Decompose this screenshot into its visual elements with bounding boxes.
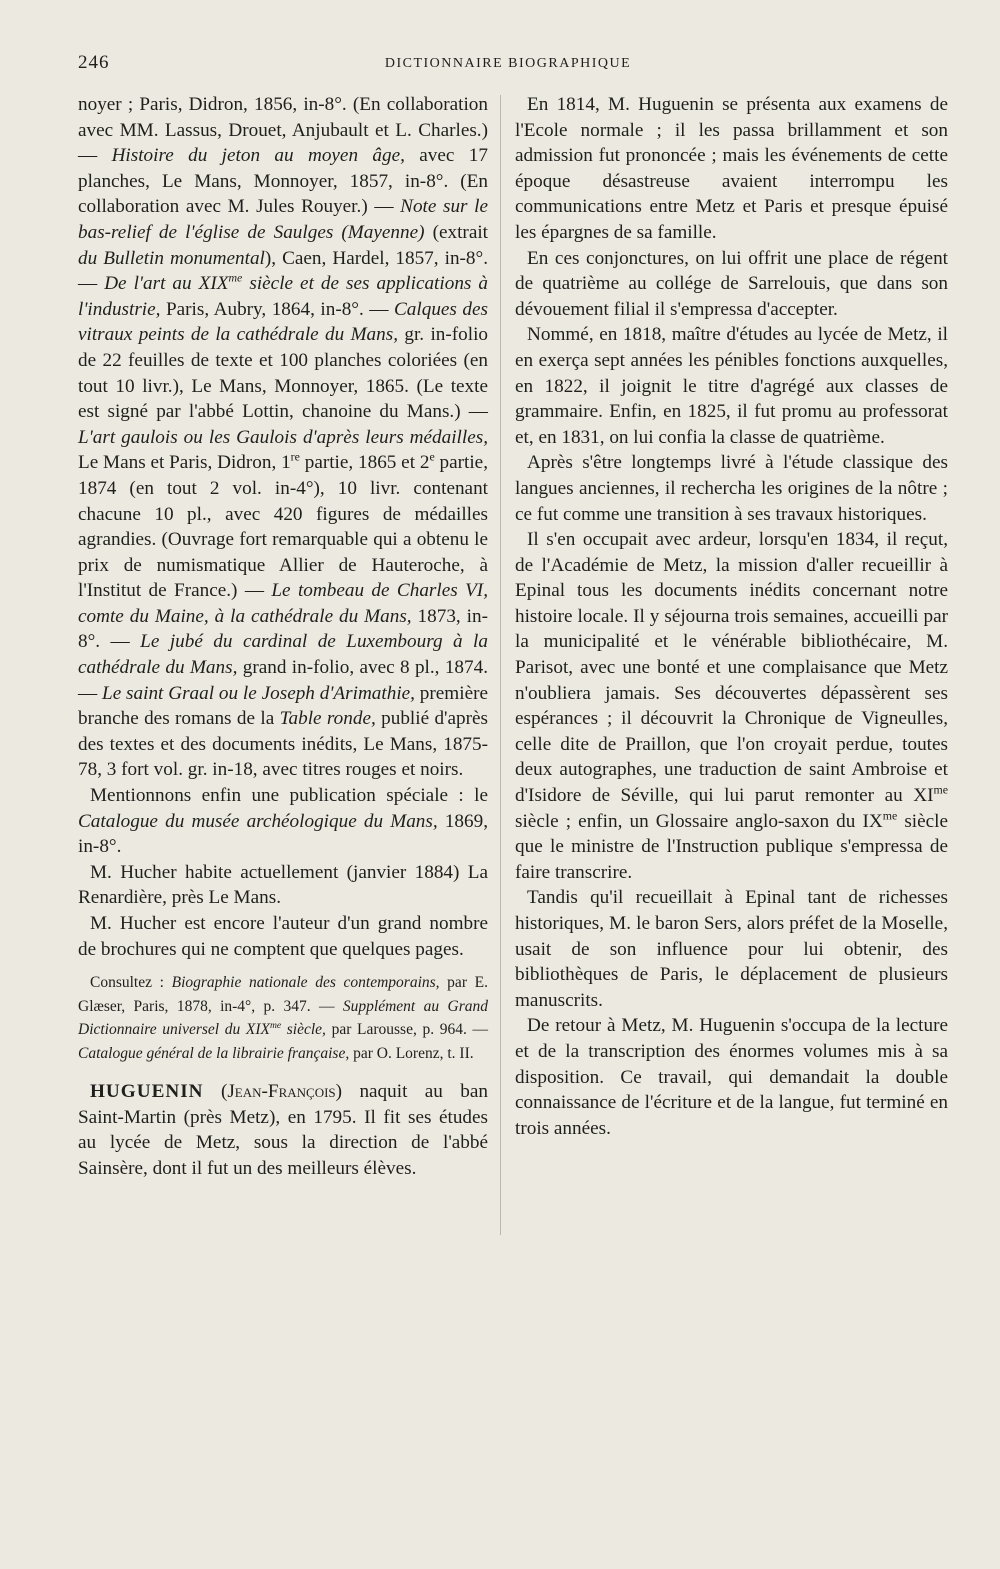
- text-run: Consultez :: [90, 974, 172, 992]
- entry-huguenin: [78, 1079, 488, 1181]
- paragraph-brochures: [78, 911, 488, 962]
- text-run: Nommé, en 1818, maître d'études au lycée de Metz, il en exerça sept années les pénibles fonctions auxquelles, en 1822, il joignit le titre d'agrégé aux classes de grammaire. Enfin, en 1825, il fut promu au professorat et, en 1831, on lui confia la classe de quatrième.: [515, 324, 948, 448]
- paragraph-sarrelouis: [515, 246, 948, 323]
- running-title: DICTIONNAIRE BIOGRAPHIQUE: [384, 56, 632, 71]
- text-run: partie, 1874 (en tout 2 vol. in-4°), 10 livr. contenant chacune 10 pl., avec 420 figures de médailles agrandies. (Ouvrage fort remarquable qui a obtenu le prix de numismatique Allier de Hauteroche, à l'Institut de France.) —: [78, 452, 488, 602]
- italic-title: Calques des vitraux peints de la cathédrale du Mans,: [78, 298, 488, 346]
- paragraph-langues: [515, 450, 948, 527]
- italic-title: Catalogue général de la librairie française,: [78, 1044, 350, 1062]
- page-number: 246: [78, 52, 110, 73]
- text-run: Après s'être longtemps livré à l'étude classique des langues anciennes, il rechercha les origines de la nôtre ; ce fut comme une transition à ses travaux historiques.: [515, 452, 948, 525]
- text-run: En ces conjonctures, on lui offrit une place de régent de quatrième au collége de Sarrelouis, que dans son dévouement filial il s'empressa d'accepter.: [515, 247, 948, 320]
- italic-title: Histoire du jeton au moyen âge,: [111, 145, 405, 167]
- superscript: me: [882, 808, 898, 823]
- italic-title: Note sur le bas-relief de l'église de Saulges (Mayenne): [78, 196, 488, 243]
- text-run: 1873, in-8°. —: [78, 605, 488, 653]
- text-run: par O. Lorenz, t. II.: [349, 1044, 474, 1062]
- paragraph-lycee-metz: [515, 322, 948, 450]
- text-run: (extrait: [424, 221, 488, 243]
- text-run: M. Hucher est encore l'auteur d'un grand nombre de brochures qui ne comptent que quelques pages.: [78, 913, 488, 960]
- paragraph-epinal-mission: [515, 527, 948, 885]
- text-run: Il s'en occupait avec ardeur, lorsqu'en 1834, il reçut, de l'Académie de Metz, la mission d'aller recueillir à Epinal tous les documents inédits concernant notre histoire locale. Il y séjourna trois semaines, accueilli par la municipalité et le vénérable bibliothécaire, M. Parisot, avec une bonté et une complaisance que Metz n'oubliera jamais. Ses découvertes dépassèrent ses espérances ; il découvrit la Chronique de Vigneulles, celle dite de Praillon, que l'on croyait perdue, toutes deux autographes, une traduction de saint Ambroise et d'Isidore de Séville, qui lui parut remonter au XI: [515, 529, 948, 807]
- text-run: grand in-folio, avec 8 pl., 1874. —: [78, 657, 488, 704]
- paragraph-catalogue: [78, 783, 488, 860]
- italic-title: du Bulletin monumental: [78, 247, 265, 269]
- text-run: De retour à Metz, M. Huguenin s'occupa de la lecture et de la transcription des énormes volumes mis à sa disposition. Ce travail, qui demandait la double connaissance de l'écriture et de la langue, fut terminé en trois années.: [515, 1015, 948, 1139]
- italic-title: siècle et de ses applications à l'industrie,: [78, 273, 488, 320]
- superscript: me: [269, 1020, 282, 1032]
- italic-title: Supplément au Grand Dictionnaire universel du XIX: [78, 997, 488, 1039]
- bibliography-note: [78, 971, 488, 1065]
- paragraph-ecole-normale: [515, 92, 948, 246]
- text-run: M. Hucher habite actuellement (janvier 1884) La Renardière, près Le Mans.: [78, 861, 488, 909]
- italic-title: Biographie nationale des contemporains,: [171, 974, 440, 992]
- paragraph-residence: [78, 860, 488, 911]
- text-run: publié d'après des textes et des documents inédits, Le Mans, 1875-78, 3 fort vol. gr. in-18, avec titres rouges et noirs.: [78, 708, 488, 781]
- bibliography-note-text: [78, 971, 488, 1065]
- text-run: par E. Glæser, Paris, 1878, in-4°, p. 347. —: [78, 974, 488, 1015]
- left-column: [78, 92, 489, 1179]
- italic-title: Catalogue du musée archéologique du Mans,: [78, 810, 438, 832]
- page-header: [78, 52, 938, 82]
- text-run: première branche des romans de la: [78, 682, 488, 730]
- italic-title: Table ronde,: [279, 708, 376, 730]
- right-column: [515, 92, 948, 1141]
- text-run: 1869, in-8°.: [78, 810, 489, 858]
- text-run: En 1814, M. Huguenin se présenta aux examens de l'Ecole normale ; il les passa brillamment et son admission fut prononcée ; mais les événements de cette époque désastreuse avaient interrompu les communications entre Metz et Paris et presque épuisé les épargnes de sa famille.: [515, 94, 948, 243]
- superscript: me: [933, 782, 948, 797]
- text-run: Tandis qu'il recueillait à Epinal tant de richesses historiques, M. le baron Sers, alors préfet de la Moselle, usait de son influence pour lui obtenir, des bibliothèques de Paris, le déplacement de plusieurs manuscrits.: [515, 887, 948, 1011]
- italic-title: Le tombeau de Charles VI, comte du Maine, à la cathédrale du Mans,: [78, 580, 488, 627]
- text-run: naquit au ban Saint-Martin (près Metz), en 1795. Il fit ses études au lycée de Metz, sous la direction de l'abbé Sainsère, dont il fut un des meilleurs élèves.: [78, 1081, 489, 1179]
- text-run: par Larousse, p. 964. —: [325, 1021, 488, 1039]
- text-run: siècle que le ministre de l'Instruction publique s'empressa de faire transcrire.: [515, 810, 948, 883]
- italic-title: siècle,: [281, 1021, 326, 1039]
- italic-title: Le jubé du cardinal de Luxembourg à la cathédrale du Mans,: [78, 631, 488, 679]
- entry-headword: HUGUENIN: [90, 1081, 204, 1103]
- paragraph-baron-sers: [515, 885, 948, 1013]
- entry-huguenin-intro: [78, 1079, 488, 1181]
- italic-title: L'art gaulois ou les Gaulois d'après leurs médailles,: [78, 426, 488, 448]
- text-run: Paris, Aubry, 1864, in-8°. —: [160, 298, 394, 320]
- text-run: noyer ; Paris, Didron, 1856, in-8°. (En collaboration avec MM. Lassus, Drouet, Anjubault et L. Charles.) —: [78, 94, 488, 167]
- superscript: me: [228, 270, 243, 285]
- text-run: Le Mans et Paris, Didron, 1: [78, 452, 291, 474]
- text-run: siècle ; enfin, un Glossaire anglo-saxon du IX: [515, 810, 883, 832]
- text-run: avec 17 planches, Le Mans, Monnoyer, 1857, in-8°. (En collaboration avec M. Jules Rouyer.) —: [78, 145, 488, 218]
- text-run: partie, 1865 et 2: [299, 452, 430, 474]
- column-divider: [500, 95, 501, 1235]
- paragraph-hucher-works: [78, 92, 488, 783]
- text-run: gr. in-folio de 22 feuilles de texte et 100 planches coloriées (en tout 10 livr.), Le Mans, Monnoyer, 1865. (Le texte est signé par l'abbé Lottin, chanoine du Mans.) —: [78, 324, 488, 423]
- text-run: Mentionnons enfin une publication spéciale : le: [90, 785, 488, 807]
- entry-given-names: (Jean-François): [220, 1081, 343, 1103]
- paragraph-retour-metz: [515, 1013, 948, 1141]
- superscript: re: [290, 449, 300, 464]
- superscript: e: [429, 449, 435, 464]
- text-run: ), Caen, Hardel, 1857, in-8°. —: [78, 247, 488, 295]
- italic-title: De l'art au XIX: [104, 273, 229, 295]
- italic-title: Le saint Graal ou le Joseph d'Arimathie,: [102, 682, 415, 704]
